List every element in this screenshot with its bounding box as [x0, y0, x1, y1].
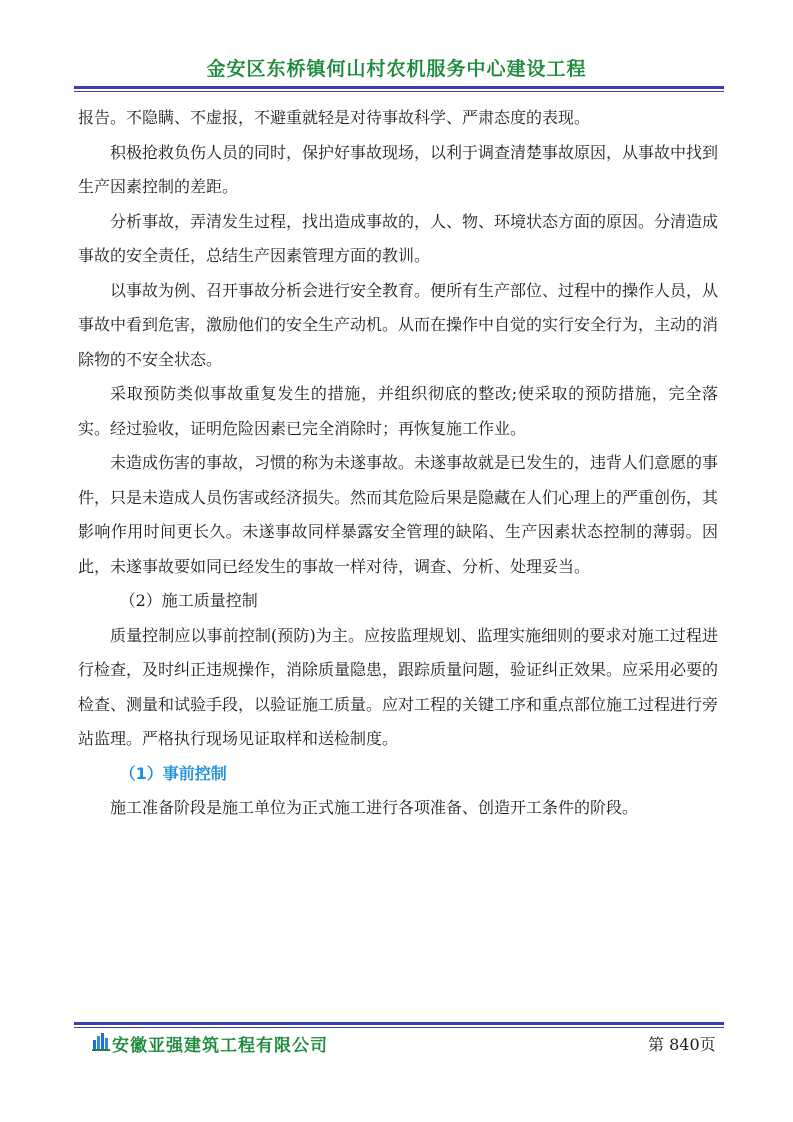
- body-paragraph: 质量控制应以事前控制(预防)为主。应按监理规划、监理实施细则的要求对施工过程进行检查，及时纠正违规操作，消除质量隐患，跟踪质量问题，验证纠正效果。应采用必要的检查、测量和试验手段，以验证施工质量。应对工程的关键工序和重点部位施工过程进行旁站监理。严格执行现场见证取样和送检制度。: [78, 625, 719, 748]
- header-rule-thin: [74, 91, 724, 92]
- document-body: [78, 101, 718, 826]
- sub-heading: （1）事前控制: [119, 763, 227, 783]
- body-paragraph: 积极抢救负伤人员的同时，保护好事故现场，以利于调查清楚事故原因，从事故中找到生产因素控制的差距。: [78, 142, 719, 196]
- page-header-title: 金安区东桥镇何山村农机服务中心建设工程: [206, 58, 587, 80]
- footer-company-name: 安徽亚强建筑工程有限公司: [112, 1036, 328, 1056]
- body-paragraph: 报告。不隐瞒、不虚报，不避重就轻是对待事故科学、严肃态度的表现。: [78, 108, 591, 127]
- footer-rule-thick: [74, 1022, 724, 1025]
- body-paragraph: 分析事故，弄清发生过程，找出造成事故的，人、物、环境状态方面的原因。分清造成事故的安全责任，总结生产因素管理方面的教训。: [78, 211, 719, 265]
- body-paragraph: 采取预防类似事故重复发生的措施，并组织彻底的整改;使采取的预防措施，完全落实。经过验收，证明危险因素已完全消除时；再恢复施工作业。: [78, 384, 718, 438]
- body-paragraph: 未造成伤害的事故，习惯的称为未遂事故。未遂事故就是已发生的，违背人们意愿的事件，只是未造成人员伤害或经济损失。然而其危险后果是隐藏在人们心理上的严重创伤，其影响作用时间更长久。未遂事故同样暴露安全管理的缺陷、生产因素状态控制的薄弱。因此，未遂事故要如同已经发生的事故一样对待，调查、分析、处理妥当。: [78, 453, 719, 576]
- section-heading: （2）施工质量控制: [119, 591, 258, 610]
- body-paragraph: 施工准备阶段是施工单位为正式施工进行各项准备、创造开工条件的阶段。: [110, 798, 639, 817]
- header-rule-thick: [74, 86, 724, 89]
- footer-rule-thin: [74, 1027, 724, 1028]
- footer-page-number: 第 840页: [648, 1035, 716, 1054]
- company-logo-icon: [92, 1033, 110, 1051]
- body-paragraph: 以事故为例、召开事故分析会进行安全教育。便所有生产部位、过程中的操作人员，从事故中看到危害，激励他们的安全生产动机。从而在操作中自觉的实行安全行为，主动的消除物的不安全状态。: [78, 280, 719, 369]
